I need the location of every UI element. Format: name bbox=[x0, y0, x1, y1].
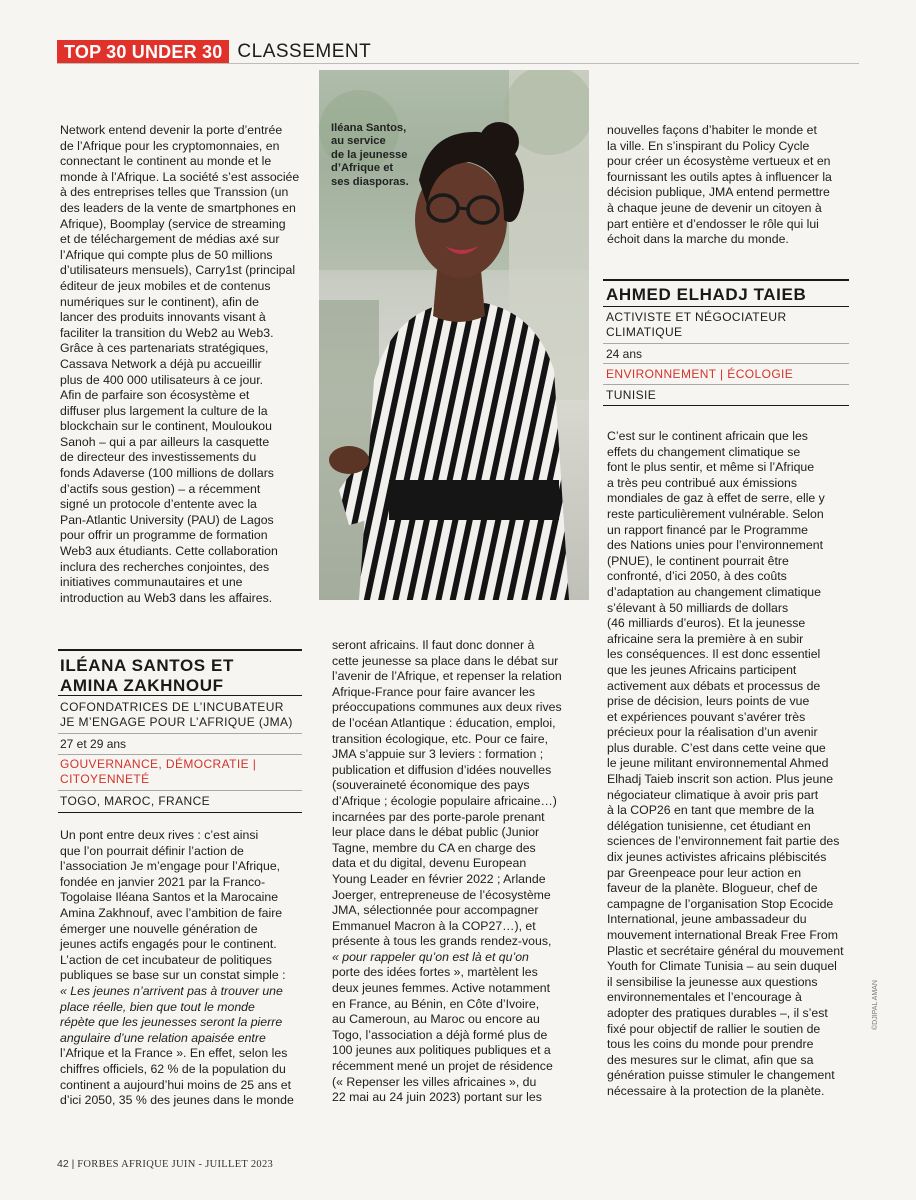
text-line: il sensibilise la jeunesse aux questions bbox=[607, 974, 818, 989]
article-text-col2 bbox=[332, 638, 562, 1106]
text-line: incarnées par des porte-parole prenant bbox=[332, 809, 545, 824]
text-line: « Les jeunes n’arrivent pas à trouver une bbox=[60, 983, 283, 998]
text-line: d’adaptation au changement climatique bbox=[607, 584, 821, 599]
text-line: plus de 400 000 utilisateurs à ce jour. bbox=[60, 372, 264, 387]
profile1-sector-line: GOUVERNANCE, DÉMOCRATIE | bbox=[60, 757, 257, 771]
text-line: JMA, sélectionnée pour accompagner bbox=[332, 903, 539, 918]
text-line: signé un protocole d’entente avec la bbox=[60, 497, 257, 512]
text-line: récemment mené un projet de résidence bbox=[332, 1059, 553, 1074]
text-line: de directeur des investissements du bbox=[60, 450, 257, 465]
text-line: à la COP26 en tant que membre de la bbox=[607, 803, 815, 818]
text-line: pour créer un écosystème vertueux et en bbox=[607, 154, 831, 169]
text-line: négociateur climatique à avoir pris part bbox=[607, 787, 819, 802]
text-line: présente à tous les grands rendez-vous, bbox=[332, 934, 552, 949]
text-line: des mesures sur le climat, afin que sa bbox=[607, 1052, 814, 1067]
text-line: Afin de parfaire son écosystème et bbox=[60, 388, 250, 403]
text-line: et de téléchargement de médias axé sur bbox=[60, 232, 280, 247]
profile1-rule bbox=[58, 754, 302, 755]
text-line: publiques se base sur un constat simple : bbox=[60, 968, 286, 983]
article-text-col1-top bbox=[60, 123, 299, 606]
profile2-role bbox=[606, 310, 787, 340]
text-line: l’association Je m’engage pour l’Afrique, bbox=[60, 859, 281, 874]
text-line: d’ici 2050, 35 % des jeunes dans le monde bbox=[60, 1093, 294, 1108]
text-line: prise de décision, leurs points de vue bbox=[607, 694, 810, 709]
text-line: des leaders de la vente de smartphones en bbox=[60, 200, 296, 215]
photo-credit: ©DJIPAL AMAN bbox=[872, 980, 879, 1030]
text-line: fixé pour objectif de rallier le soutien de bbox=[607, 1021, 821, 1036]
article-text-col1-bottom bbox=[60, 828, 294, 1109]
caption-line: d’Afrique et bbox=[331, 162, 394, 175]
text-line: campagne de l’organisation Stop Ecocide bbox=[607, 896, 834, 911]
text-line: nouvelles façons d’habiter le monde et bbox=[607, 123, 817, 137]
article-text-col3-bottom bbox=[607, 429, 844, 1100]
publication-name: FORBES AFRIQUE bbox=[77, 1159, 169, 1170]
text-line: chiffres officiels, 62 % de la population du bbox=[60, 1061, 286, 1076]
text-line: à des entreprises telles que Transsion (un bbox=[60, 185, 289, 200]
text-line: connectant le continent au monde et le bbox=[60, 154, 272, 169]
article-text-col3-top bbox=[607, 123, 832, 248]
text-line: inclura des recherches conjointes, des bbox=[60, 559, 270, 574]
text-line: 100 jeunes aux politiques publiques et a bbox=[332, 1043, 551, 1058]
profile2-sector: ENVIRONNEMENT | ÉCOLOGIE bbox=[606, 367, 794, 381]
text-line: Togolaise Iléana Santos et la Marocaine bbox=[60, 890, 279, 905]
text-line: a très peu contribué aux émissions bbox=[607, 475, 798, 490]
text-line: leur place dans le débat public (Junior bbox=[332, 825, 540, 840]
text-line: nécessaire à la protection de la planète. bbox=[607, 1083, 825, 1098]
profile2-rule bbox=[603, 363, 849, 364]
section-title: CLASSEMENT bbox=[237, 41, 372, 62]
text-line: Web3 aux étudiants. Cette collaboration bbox=[60, 544, 278, 559]
text-line: génération puisse stimuler le changement bbox=[607, 1068, 835, 1083]
text-line: continent a aujourd’hui moins de 25 ans et bbox=[60, 1077, 292, 1092]
profile2-rule bbox=[603, 384, 849, 385]
text-line: jeunes actifs engagés pour le continent. bbox=[60, 937, 277, 952]
text-line: diffuser plus largement la culture de la bbox=[60, 403, 268, 418]
text-line: que les jeunes Africains participent bbox=[607, 662, 797, 677]
text-line: font le plus sentir, et même si l’Afrique bbox=[607, 460, 815, 475]
issue-date: JUIN - JUILLET 2023 bbox=[171, 1159, 274, 1170]
text-line: tous les coins du monde pour prendre bbox=[607, 1037, 814, 1052]
text-line: mondiales de gaz à effet de serre, elle y bbox=[607, 491, 825, 506]
text-line: fournissant les outils aptes à influencer la bbox=[607, 169, 832, 184]
text-line: Togo, l’association a déjà formé plus de bbox=[332, 1027, 548, 1042]
text-line: part entière et d’endosser le rôle qui lui bbox=[607, 216, 819, 231]
text-line: décision publique, JMA entend permettre bbox=[607, 185, 830, 200]
profile2-rule bbox=[603, 306, 849, 307]
page-header bbox=[57, 40, 371, 64]
text-line: Youth for Climate Tunisia – au sein duquel bbox=[607, 959, 837, 974]
text-line: africaine sera la première à en subir bbox=[607, 631, 804, 646]
text-line: pour offrir un programme de formation bbox=[60, 528, 268, 543]
text-line: les conséquences. Il est donc essentiel bbox=[607, 647, 821, 662]
text-line: effets du changement climatique se bbox=[607, 444, 801, 459]
text-line: faveur de la planète. Blogueur, chef de bbox=[607, 881, 818, 896]
text-line: s’élevant à 50 milliards de dollars bbox=[607, 600, 789, 615]
caption-line: Iléana Santos, bbox=[331, 122, 407, 134]
profile2-role-line: CLIMATIQUE bbox=[606, 325, 683, 339]
text-line: précieux pour la réalisation d’un avenir bbox=[607, 725, 818, 740]
text-line: deux jeunes femmes. Active notamment bbox=[332, 981, 551, 996]
profile2-rule-top bbox=[603, 279, 849, 281]
profile2-age: 24 ans bbox=[606, 347, 643, 361]
text-line: Tagne, membre du CA en charge des bbox=[332, 840, 536, 855]
text-line: L’action de cet incubateur de politiques bbox=[60, 952, 272, 967]
text-line: Joerger, entrepreneuse de l’écosystème bbox=[332, 887, 551, 902]
text-line: publication et diffusion d’idées nouvelles bbox=[332, 762, 552, 777]
section-tag: TOP 30 UNDER 30 bbox=[57, 40, 229, 64]
text-line: (PNUE), le continent pourrait être bbox=[607, 553, 789, 568]
text-line: le jeune militant environnemental Ahmed bbox=[607, 756, 829, 771]
text-line: C’est sur le continent africain que les bbox=[607, 429, 808, 443]
text-line: l’Afrique qui compte plus de 50 millions bbox=[60, 247, 273, 262]
page-number: 42 bbox=[57, 1158, 69, 1170]
profile2-name: AHMED ELHADJ TAIEB bbox=[606, 285, 807, 304]
text-line: « pour rappeler qu’on est là et qu’on bbox=[332, 949, 529, 964]
text-line: éditeur de jeux mobiles et de contenus bbox=[60, 278, 271, 293]
text-line: par Greenpeace pour leur action en bbox=[607, 865, 802, 880]
text-line: Pan-Atlantic University (PAU) de Lagos bbox=[60, 512, 274, 527]
text-line: Elhadj Taieb inscrit son action. Plus jeune bbox=[607, 772, 834, 787]
text-line: mouvement international Break Free From bbox=[607, 928, 839, 942]
text-line: angulaire d’une relation apaisée entre bbox=[60, 1030, 266, 1045]
header-divider bbox=[57, 63, 859, 64]
profile1-name-line: ILÉANA SANTOS ET bbox=[60, 656, 234, 675]
text-line: l’avenir de l’Afrique, et repenser la relation bbox=[332, 669, 562, 684]
text-line: et expériences pouvant s’avérer très bbox=[607, 709, 806, 724]
text-line: activement aux débats et processus de bbox=[607, 678, 821, 693]
text-line: (souveraineté économique des pays bbox=[332, 778, 530, 793]
profile2-country: TUNISIE bbox=[606, 388, 657, 402]
text-line: la ville. En s’inspirant du Policy Cycle bbox=[607, 138, 810, 153]
profile1-name bbox=[60, 656, 234, 696]
profile1-rule-bottom bbox=[58, 812, 302, 813]
text-line: dix jeunes activistes africains plébiscités bbox=[607, 850, 827, 865]
portrait-photo bbox=[319, 70, 589, 600]
text-line: initiatives communautaires et une bbox=[60, 575, 243, 590]
caption-line: de la jeunesse bbox=[331, 148, 408, 161]
text-line: Cassava Network a déjà pu accueillir bbox=[60, 356, 262, 371]
text-line: reste particulièrement vulnérable. Selon bbox=[607, 506, 824, 521]
text-line: confronté, d’ici 2050, à des coûts bbox=[607, 569, 787, 584]
text-line: (« Repenser les villes africaines », du bbox=[332, 1074, 537, 1089]
profile2-rule-bottom bbox=[603, 405, 849, 406]
profile1-rule bbox=[58, 790, 302, 791]
profile1-sector-line: CITOYENNETÉ bbox=[60, 772, 150, 786]
profile1-role-line: JE M’ENGAGE POUR L’AFRIQUE (JMA) bbox=[60, 715, 293, 729]
profile1-sector bbox=[60, 757, 256, 787]
text-line: de l’océan Atlantique : éducation, emploi, bbox=[332, 715, 556, 730]
profile1-role-line: COFONDATRICES DE L’INCUBATEUR bbox=[60, 700, 284, 714]
text-line: lancer des produits innovants visant à bbox=[60, 310, 266, 325]
text-line: JMA s’appuie sur 3 leviers : formation ; bbox=[332, 747, 544, 762]
text-line: numériques sur le continent), afin de bbox=[60, 294, 259, 309]
text-line: Amina Zakhnouf, avec l’ambition de faire bbox=[60, 905, 283, 920]
text-line: environnementales et l’encourage à bbox=[607, 990, 802, 1005]
text-line: fondée en janvier 2021 par la Franco- bbox=[60, 874, 266, 889]
text-line: transition écologique, etc. Pour ce faire, bbox=[332, 731, 549, 746]
text-line: de l’Afrique pour les cryptomonnaies, en bbox=[60, 138, 280, 153]
text-line: Afrique-France pour faire avancer les bbox=[332, 684, 535, 699]
profile1-rule-top bbox=[58, 649, 302, 651]
text-line: faciliter la transition du Web2 au Web3. bbox=[60, 325, 274, 340]
text-line: cette jeunesse sa place dans le débat sur bbox=[332, 653, 559, 668]
text-line: International, jeune ambassadeur du bbox=[607, 912, 807, 927]
photo-caption bbox=[331, 122, 409, 189]
text-line: porte des idées fortes », martèlent les bbox=[332, 965, 538, 980]
text-line: émerger une nouvelle génération de bbox=[60, 921, 258, 936]
text-line: échoit dans la marche du monde. bbox=[607, 232, 789, 247]
profile1-rule bbox=[58, 733, 302, 734]
text-line: Young Leader en février 2022 ; Arlande bbox=[332, 871, 546, 886]
text-line: en France, au Bénin, en Côte d’Ivoire, bbox=[332, 996, 540, 1011]
text-line: (46 milliards d’euros). Et la jeunesse bbox=[607, 616, 806, 631]
text-line: adopter des pratiques durables –, il s’est bbox=[607, 1005, 828, 1020]
text-line: d’Afrique ; écologie populaire africaine…) bbox=[332, 793, 557, 808]
text-line: plus durable. C’est dans cette veine que bbox=[607, 740, 826, 755]
text-line: Plastic et secrétaire général du mouvement bbox=[607, 943, 844, 958]
profile2-role-line: ACTIVISTE ET NÉGOCIATEUR bbox=[606, 310, 787, 324]
text-line: Grâce à ces partenariats stratégiques, bbox=[60, 341, 269, 356]
text-line: délégation tunisienne, cet étudiant en bbox=[607, 818, 811, 833]
text-line: préoccupations communes aux deux rives bbox=[332, 700, 562, 715]
profile1-name-line: AMINA ZAKHNOUF bbox=[60, 676, 224, 695]
text-line: l’Afrique et la France ». En effet, selon les bbox=[60, 1046, 288, 1061]
text-line: blockchain sur le continent, Mouloukou bbox=[60, 419, 272, 434]
caption-line: au service bbox=[331, 135, 386, 148]
text-line: Emmanuel Macron à la COP27…), et bbox=[332, 918, 536, 933]
text-line: Network entend devenir la porte d’entrée bbox=[60, 123, 283, 137]
text-line: des Nations unies pour l’environnement bbox=[607, 538, 824, 553]
footer-separator: | bbox=[71, 1158, 75, 1170]
text-line: sciences de l’environnement fait partie des bbox=[607, 834, 840, 849]
text-line: place réelle, bien que tout le monde bbox=[60, 999, 255, 1014]
text-line: que l’on pourrait définir l’action de bbox=[60, 843, 244, 858]
text-line: au Cameroun, au Maroc ou encore au bbox=[332, 1012, 540, 1027]
text-line: fonds Adaverse (100 millions de dollars bbox=[60, 466, 274, 481]
text-line: à chaque jeune de devenir un citoyen à bbox=[607, 200, 822, 215]
text-line: Sanoh – qui a par ailleurs la casquette bbox=[60, 434, 270, 449]
text-line: data et du digital, devenu European bbox=[332, 856, 527, 871]
profile1-rule bbox=[58, 695, 302, 696]
profile1-country: TOGO, MAROC, FRANCE bbox=[60, 794, 211, 808]
profile2-rule bbox=[603, 343, 849, 344]
text-line: un rapport financé par le Programme bbox=[607, 522, 808, 537]
caption-line: ses diasporas. bbox=[331, 175, 409, 188]
text-line: Un pont entre deux rives : c’est ainsi bbox=[60, 828, 259, 842]
text-line: 22 mai au 24 juin 2023) portant sur les bbox=[332, 1090, 542, 1105]
text-line: Afrique), Boomplay (service de streaming bbox=[60, 216, 286, 231]
profile1-role bbox=[60, 700, 293, 730]
text-line: répète que les jeunesses seront la pierre bbox=[60, 1015, 283, 1030]
text-line: d’actifs sous gestion) – a récemment bbox=[60, 481, 261, 496]
text-line: introduction au Web3 dans les affaires. bbox=[60, 590, 273, 605]
page-footer bbox=[57, 1158, 273, 1170]
text-line: seront africains. Il faut donc donner à bbox=[332, 638, 535, 652]
text-line: monde à l’Afrique. La société s’est associée bbox=[60, 169, 300, 184]
text-line: d’utilisateurs mensuels), Carry1st (principal bbox=[60, 263, 296, 278]
profile1-age: 27 et 29 ans bbox=[60, 737, 127, 751]
